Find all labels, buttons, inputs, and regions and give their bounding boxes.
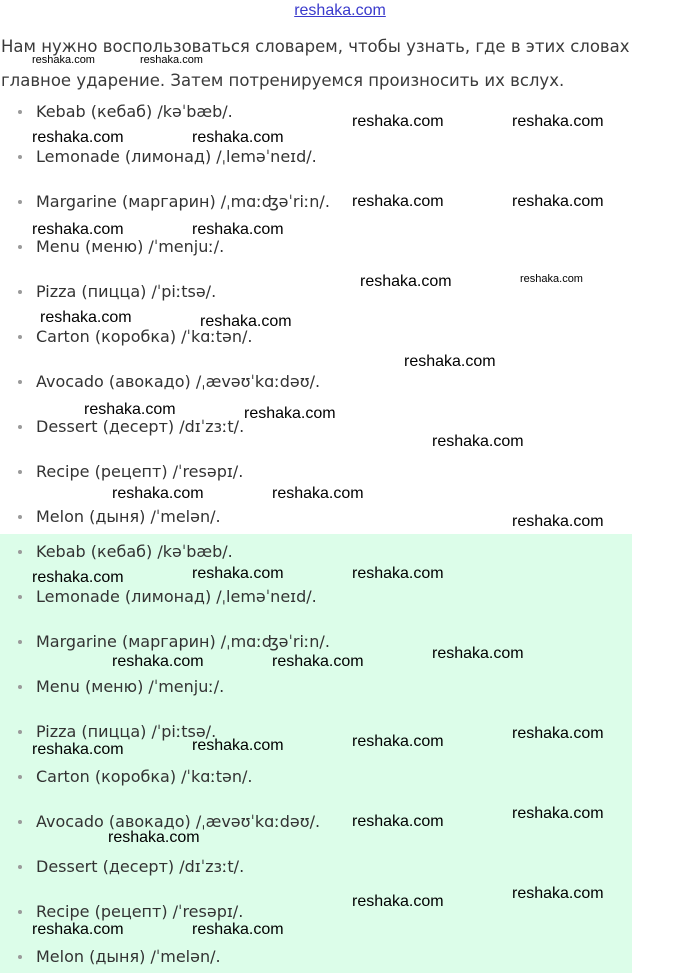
list-item (18, 901, 243, 923)
watermark: reshaka.com (512, 725, 604, 742)
bullet-icon (18, 910, 22, 914)
watermark: reshaka.com (512, 805, 604, 822)
watermark: reshaka.com (200, 313, 292, 330)
bullet-icon (18, 820, 22, 824)
list-item (18, 191, 330, 213)
watermark: reshaka.com (272, 653, 364, 670)
word-entry: Dessert (десерт) /dɪˈzɜːt/. (36, 417, 245, 436)
list-item (18, 946, 221, 968)
word-entry: Carton (коробка) /ˈkɑːtən/. (36, 327, 253, 346)
bullet-icon (18, 425, 22, 429)
word-entry: Margarine (маргарин) /ˌmɑːʤəˈriːn/. (36, 632, 330, 651)
bullet-icon (18, 550, 22, 554)
word-entry: Avocado (авокадо) /ˌævəʊˈkɑːdəʊ/. (36, 372, 321, 391)
watermark: reshaka.com (32, 129, 124, 146)
watermark: reshaka.com (192, 737, 284, 754)
watermark: reshaka.com (192, 221, 284, 238)
list-item (18, 236, 224, 258)
list-item (18, 541, 233, 563)
watermark: reshaka.com (352, 893, 444, 910)
site-link[interactable]: reshaka.com (294, 2, 386, 19)
word-entry: Carton (коробка) /ˈkɑːtən/. (36, 767, 253, 786)
watermark: reshaka.com (520, 273, 583, 285)
bullet-icon (18, 685, 22, 689)
list-item (18, 631, 330, 653)
list-item (18, 856, 244, 878)
watermark: reshaka.com (404, 353, 496, 370)
watermark: reshaka.com (32, 54, 95, 66)
watermark: reshaka.com (32, 569, 124, 586)
bullet-icon (18, 290, 22, 294)
list-item (18, 281, 216, 303)
bullet-icon (18, 775, 22, 779)
watermark: reshaka.com (112, 653, 204, 670)
word-entry: Melon (дыня) /ˈmelən/. (36, 947, 221, 966)
bullet-icon (18, 865, 22, 869)
watermark: reshaka.com (512, 885, 604, 902)
word-entry: Kebab (кебаб) /kəˈbæb/. (36, 542, 233, 561)
watermark: reshaka.com (112, 485, 204, 502)
word-entry: Lemonade (лимонад) /ˌleməˈneɪd/. (36, 147, 317, 166)
bullet-icon (18, 955, 22, 959)
watermark: reshaka.com (32, 921, 124, 938)
word-entry: Kebab (кебаб) /kəˈbæb/. (36, 102, 233, 121)
bullet-icon (18, 470, 22, 474)
watermark: reshaka.com (192, 921, 284, 938)
watermark: reshaka.com (360, 273, 452, 290)
list-item (18, 371, 320, 393)
watermark: reshaka.com (32, 741, 124, 758)
watermark: reshaka.com (352, 813, 444, 830)
watermark: reshaka.com (244, 405, 336, 422)
bullet-icon (18, 245, 22, 249)
bullet-icon (18, 380, 22, 384)
watermark: reshaka.com (352, 113, 444, 130)
list-item (18, 101, 233, 123)
watermark: reshaka.com (512, 193, 604, 210)
list-item (18, 766, 252, 788)
word-entry: Melon (дыня) /ˈmelən/. (36, 507, 221, 526)
intro-text: Нам нужно воспользоваться словарем, чтобы узнать, где в этих словах главное ударение. Затем потренируемся произносить их вслух. (1, 37, 630, 90)
bullet-icon (18, 335, 22, 339)
word-entry: Margarine (маргарин) /ˌmɑːʤəˈriːn/. (36, 192, 330, 211)
list-item (18, 676, 224, 698)
word-entry: Menu (меню) /ˈmenjuː/. (36, 677, 225, 696)
watermark: reshaka.com (32, 221, 124, 238)
watermark: reshaka.com (108, 829, 200, 846)
word-entry: Pizza (пицца) /ˈpiːtsə/. (36, 282, 217, 301)
watermark: reshaka.com (352, 733, 444, 750)
list-item (18, 146, 317, 168)
word-entry: Lemonade (лимонад) /ˌleməˈneɪd/. (36, 587, 317, 606)
list-item (18, 461, 243, 483)
list-item (18, 416, 244, 438)
bullet-icon (18, 640, 22, 644)
bullet-icon (18, 595, 22, 599)
watermark: reshaka.com (272, 485, 364, 502)
bullet-icon (18, 155, 22, 159)
bullet-icon (18, 200, 22, 204)
watermark: reshaka.com (352, 193, 444, 210)
watermark: reshaka.com (512, 513, 604, 530)
watermark: reshaka.com (432, 433, 524, 450)
bullet-icon (18, 730, 22, 734)
watermark: reshaka.com (192, 129, 284, 146)
word-entry: Recipe (рецепт) /ˈresəpɪ/. (36, 902, 244, 921)
watermark: reshaka.com (192, 565, 284, 582)
bullet-icon (18, 515, 22, 519)
list-item (18, 586, 317, 608)
watermark: reshaka.com (352, 565, 444, 582)
list-item (18, 721, 216, 743)
word-entry: Recipe (рецепт) /ˈresəpɪ/. (36, 462, 244, 481)
watermark: reshaka.com (40, 309, 132, 326)
bullet-icon (18, 110, 22, 114)
word-entry: Avocado (авокадо) /ˌævəʊˈkɑːdəʊ/. (36, 812, 321, 831)
watermark: reshaka.com (84, 401, 176, 418)
watermark: reshaka.com (140, 54, 203, 66)
word-entry: Menu (меню) /ˈmenjuː/. (36, 237, 225, 256)
watermark: reshaka.com (432, 645, 524, 662)
word-entry: Dessert (десерт) /dɪˈzɜːt/. (36, 857, 245, 876)
list-item (18, 506, 221, 528)
watermark: reshaka.com (512, 113, 604, 130)
word-entry: Pizza (пицца) /ˈpiːtsə/. (36, 722, 217, 741)
